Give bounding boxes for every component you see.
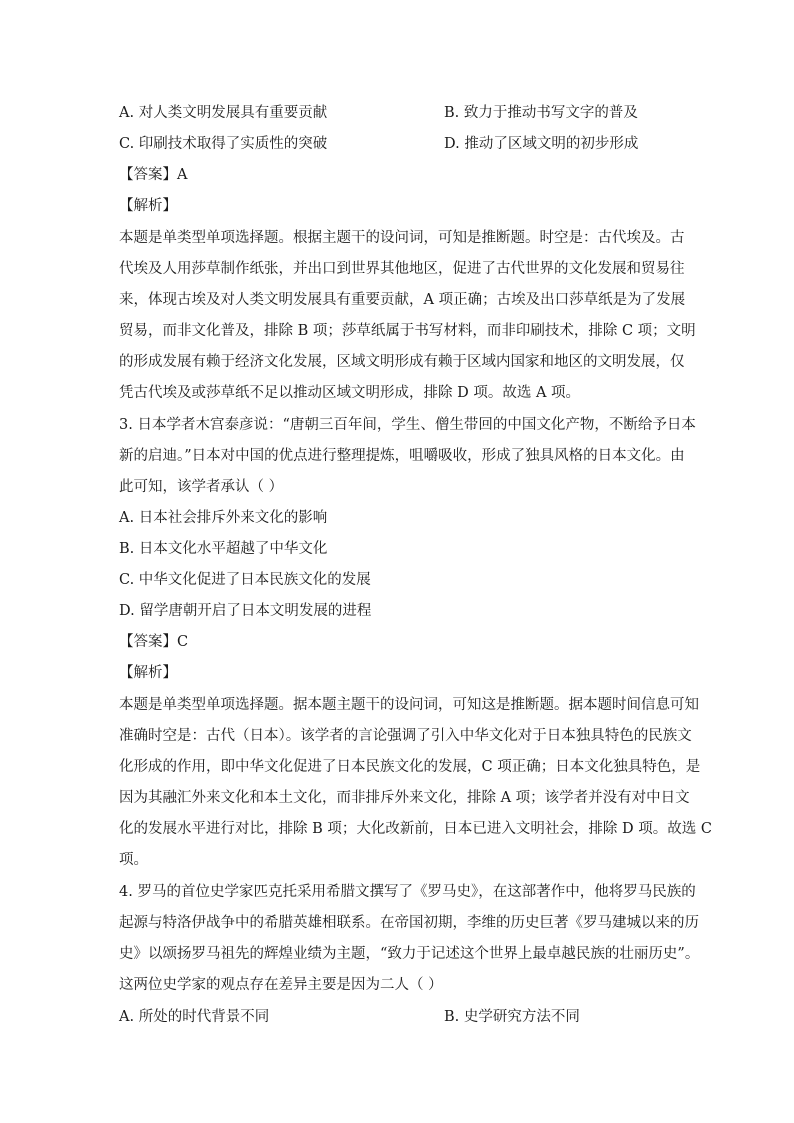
q2-option-d: D. 推动了区域文明的初步形成 <box>444 136 639 152</box>
q3-stem-line: 新的启迪。”日本对中国的优点进行整理提炼，咀嚼吸收，形成了独具风格的日本文化。由 <box>119 448 685 464</box>
q2-analysis-line: 的形成发展有赖于经济文化发展，区域文明形成有赖于区域内国家和地区的文明发展，仅 <box>119 354 685 370</box>
q4-stem-line: 史》以颂扬罗马祖先的辉煌业绩为主题，“致力于记述这个世界上最卓越民族的壮丽历史”。 <box>119 946 700 962</box>
q4-stem-line: 4. 罗马的首位史学家匹克托采用希腊文撰写了《罗马史》，在这部著作中，他将罗马民族的 <box>119 884 696 900</box>
q2-analysis-line: 凭古代埃及或莎草纸不足以推动区域文明形成，排除 D 项。故选 A 项。 <box>119 385 581 401</box>
q2-analysis-label: 【解析】 <box>119 198 177 214</box>
q3-option-c: C. 中华文化促进了日本民族文化的发展 <box>119 572 371 588</box>
q3-analysis-line: 化的发展水平进行对比，排除 B 项；大化改新前，日本已进入文明社会，排除 D 项。故选 C <box>119 821 712 837</box>
q4-option-b: B. 史学研究方法不同 <box>444 1009 580 1025</box>
q2-analysis-line: 来，体现古埃及对人类文明发展具有重要贡献，A 项正确；古埃及出口莎草纸是为了发展 <box>119 292 686 308</box>
q3-analysis-label: 【解析】 <box>119 665 177 681</box>
q3-analysis-line: 本题是单类型单项选择题。据本题主题干的设问词，可知这是推断题。据本题时间信息可知 <box>119 697 699 713</box>
q3-option-d: D. 留学唐朝开启了日本文明发展的进程 <box>119 603 372 619</box>
q2-option-c: C. 印刷技术取得了实质性的突破 <box>119 136 328 152</box>
q4-stem-line: 这两位史学家的观点存在差异主要是因为二人（ ） <box>119 977 443 993</box>
q2-option-b: B. 致力于推动书写文字的普及 <box>444 105 638 121</box>
q2-analysis-line: 代埃及人用莎草制作纸张，并出口到世界其他地区，促进了古代世界的文化发展和贸易往 <box>119 261 685 277</box>
q3-analysis-line: 项。 <box>119 852 148 868</box>
q2-answer: 【答案】A <box>119 167 188 183</box>
q3-answer: 【答案】C <box>119 634 189 650</box>
q2-analysis-line: 本题是单类型单项选择题。根据主题干的设问词，可知是推断题。时空是：古代埃及。古 <box>119 230 685 246</box>
q3-stem-line: 3. 日本学者木宫泰彦说：“唐朝三百年间，学生、僧生带回的中国文化产物，不断给予日本 <box>119 417 696 433</box>
q2-analysis-line: 贸易，而非文化普及，排除 B 项；莎草纸属于书写材料，而非印刷技术，排除 C 项；文明 <box>119 323 696 339</box>
q3-option-a: A. 日本社会排斥外来文化的影响 <box>119 510 328 526</box>
q3-stem-line: 此可知，该学者承认（ ） <box>119 479 284 495</box>
q4-option-a: A. 所处的时代背景不同 <box>119 1009 270 1025</box>
q3-option-b: B. 日本文化水平超越了中华文化 <box>119 541 328 557</box>
q4-stem-line: 起源与特洛伊战争中的希腊英雄相联系。在帝国初期，李维的历史巨著《罗马建城以来的历 <box>119 915 699 931</box>
q3-analysis-line: 化形成的作用，即中华文化促进了日本民族文化的发展，C 项正确；日本文化独具特色，是 <box>119 759 701 775</box>
q3-analysis-line: 准确时空是：古代（日本）。该学者的言论强调了引入中华文化对于日本独具特色的民族文 <box>119 728 692 744</box>
q2-option-a: A. 对人类文明发展具有重要贡献 <box>119 105 328 121</box>
q3-analysis-line: 因为其融汇外来文化和本土文化，而非排斥外来文化，排除 A 项；该学者并没有对中日文 <box>119 790 690 806</box>
